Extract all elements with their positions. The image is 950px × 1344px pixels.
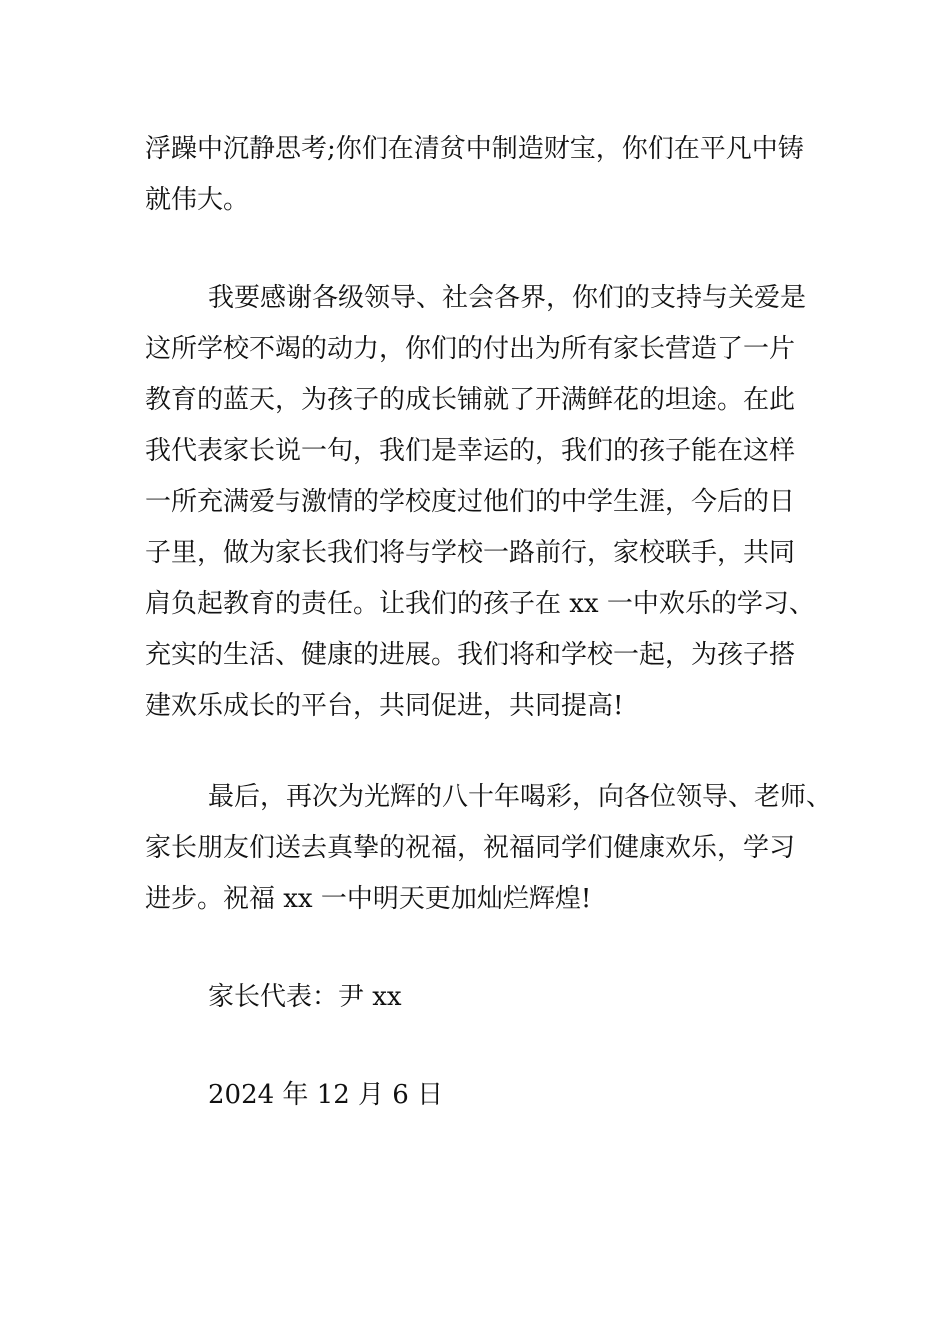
paragraph-line: 我要感谢各级领导、社会各界，你们的支持与关爱是 bbox=[208, 283, 807, 313]
paragraph-line: 一所充满爱与激情的学校度过他们的中学生涯，今后的日 bbox=[145, 487, 796, 517]
paragraph-closing bbox=[145, 772, 833, 925]
paragraph-continuation bbox=[145, 124, 825, 226]
paragraph-line: 家长朋友们送去真挚的祝福，祝福同学们健康欢乐，学习 bbox=[145, 833, 796, 863]
paragraph-line: 建欢乐成长的平台，共同促进，共同提高! bbox=[145, 691, 624, 721]
date: 2024 年 12 月 6 日 bbox=[208, 1080, 444, 1110]
paragraph-line: 我代表家长说一句，我们是幸运的，我们的孩子能在这样 bbox=[145, 436, 796, 466]
paragraph-line: 肩负起教育的责任。让我们的孩子在 xx 一中欢乐的学习、 bbox=[145, 589, 815, 619]
paragraph-line: 就伟大。 bbox=[145, 185, 250, 215]
signature: 家长代表：尹 xx bbox=[208, 982, 402, 1012]
paragraph-line: 这所学校不竭的动力，你们的付出为所有家长营造了一片 bbox=[145, 334, 796, 364]
paragraph-line: 进步。祝福 xx 一中明天更加灿烂辉煌! bbox=[145, 884, 592, 914]
paragraph-line: 浮躁中沉静思考;你们在清贫中制造财宝，你们在平凡中铸 bbox=[145, 134, 804, 164]
paragraph-line: 教育的蓝天，为孩子的成长铺就了开满鲜花的坦途。在此 bbox=[145, 385, 796, 415]
paragraph-line: 子里，做为家长我们将与学校一路前行，家校联手，共同 bbox=[145, 538, 796, 568]
paragraph-line: 最后，再次为光辉的八十年喝彩，向各位领导、老师、 bbox=[208, 782, 833, 812]
paragraph-line: 充实的生活、健康的进展。我们将和学校一起，为孩子搭 bbox=[145, 640, 796, 670]
signature-block bbox=[145, 972, 825, 1023]
date-block bbox=[145, 1070, 825, 1121]
paragraph-thanks bbox=[145, 273, 825, 732]
